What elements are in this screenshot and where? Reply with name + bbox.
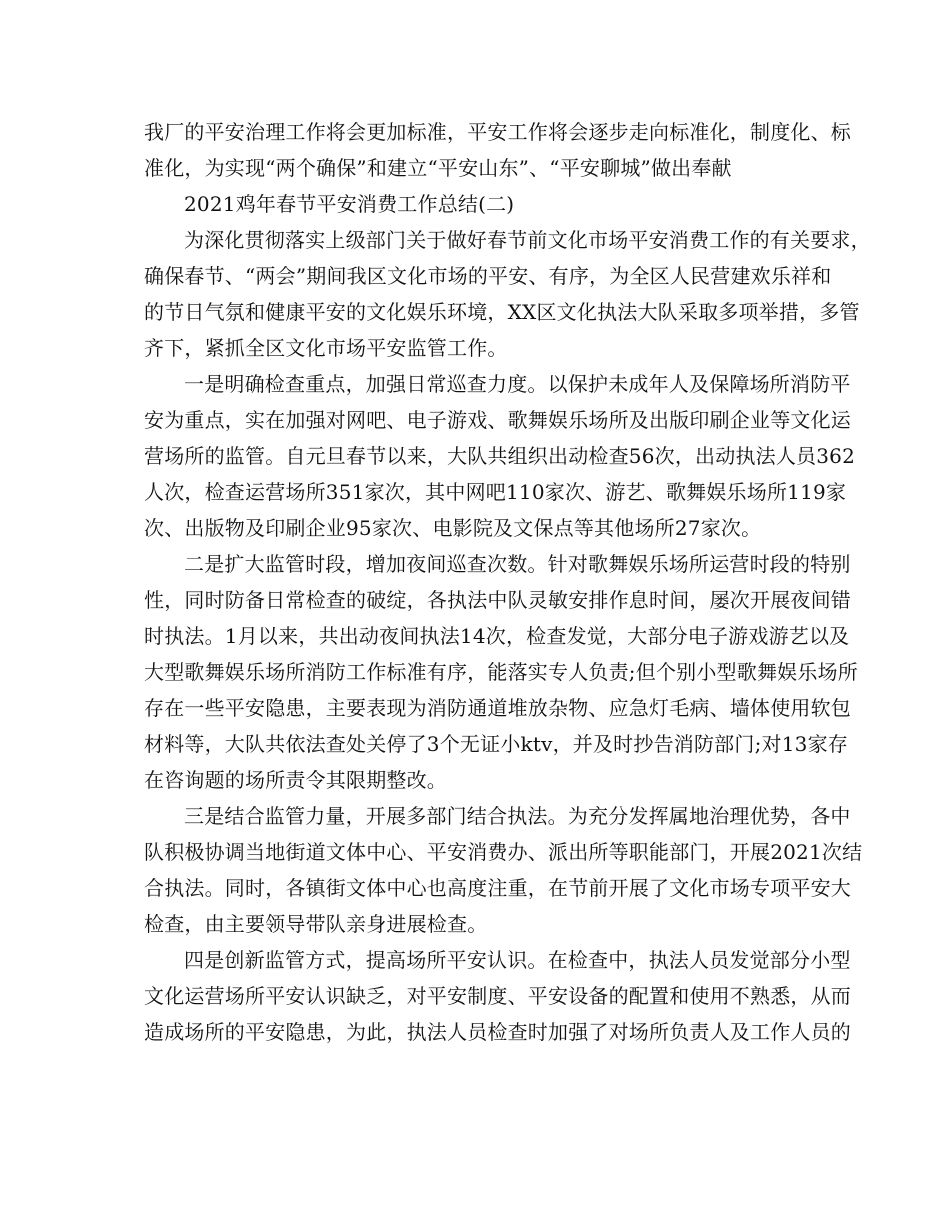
text-line: 为深化贯彻落实上级部门关于做好春节前文化市场平安消费工作的有关要求，	[184, 228, 871, 252]
text-line: 时执法。1月以来，共出动夜间执法14次，检查发觉，大部分电子游戏游艺以及	[144, 624, 850, 648]
text-line: 在咨询题的场所责令其限期整改。	[144, 768, 447, 792]
document-body	[144, 114, 871, 1050]
text-line: 四是创新监管方式，提高场所平安认识。在检查中，执法人员发觉部分小型	[184, 948, 851, 972]
text-line: 齐下，紧抓全区文化市场平安监管工作。	[144, 336, 508, 360]
text-line: 安为重点，实在加强对网吧、电子游戏、歌舞娱乐场所及出版印刷企业等文化运	[144, 408, 851, 432]
text-line: 大型歌舞娱乐场所消防工作标准有序，能落实专人负责;但个别小型歌舞娱乐场所	[144, 660, 858, 684]
section-heading: 2021鸡年春节平安消费工作总结(二)	[184, 192, 515, 216]
text-line: 次、出版物及印刷企业95家次、电影院及文保点等其他场所27家次。	[144, 516, 762, 540]
text-line: 人次，检查运营场所351家次，其中网吧110家次、游艺、歌舞娱乐场所119家	[144, 480, 847, 504]
text-line: 队积极协调当地街道文体中心、平安消费办、派出所等职能部门，开展2021次结	[144, 840, 863, 864]
text-line: 一是明确检查重点，加强日常巡查力度。以保护未成年人及保障场所消防平	[184, 372, 851, 396]
text-line: 合执法。同时，各镇街文体中心也高度注重，在节前开展了文化市场专项平安大	[144, 876, 851, 900]
text-line: 检查，由主要领导带队亲身进展检查。	[144, 912, 488, 936]
text-line: 材料等，大队共依法查处关停了3个无证小ktv，并及时抄告消防部门;对13家存	[144, 732, 848, 756]
text-line: 营场所的监管。自元旦春节以来，大队共组织出动检查56次，出动执法人员362	[144, 444, 856, 468]
text-line: 文化运营场所平安认识缺乏，对平安制度、平安设备的配置和使用不熟悉，从而	[144, 984, 851, 1008]
text-line: 二是扩大监管时段，增加夜间巡查次数。针对歌舞娱乐场所运营时段的特别	[184, 552, 851, 576]
text-line: 我厂的平安治理工作将会更加标准，平安工作将会逐步走向标准化，制度化、标	[144, 120, 851, 144]
text-line: 存在一些平安隐患，主要表现为消防通道堆放杂物、应急灯毛病、墙体使用软包	[144, 696, 851, 720]
text-line: 准化，为实现“两个确保”和建立“平安山东”、“平安聊城”做出奉献	[144, 156, 732, 180]
text-line: 的节日气氛和健康平安的文化娱乐环境，XX区文化执法大队采取多项举措，多管	[144, 300, 860, 324]
text-line: 性，同时防备日常检查的破绽，各执法中队灵敏安排作息时间，屡次开展夜间错	[144, 588, 851, 612]
text-line: 造成场所的平安隐患，为此，执法人员检查时加强了对场所负责人及工作人员的	[144, 1020, 851, 1044]
text-line: 确保春节、“两会”期间我区文化市场的平安、有序，为全区人民营建欢乐祥和	[144, 264, 832, 288]
text-line: 三是结合监管力量，开展多部门结合执法。为充分发挥属地治理优势，各中	[184, 804, 851, 828]
